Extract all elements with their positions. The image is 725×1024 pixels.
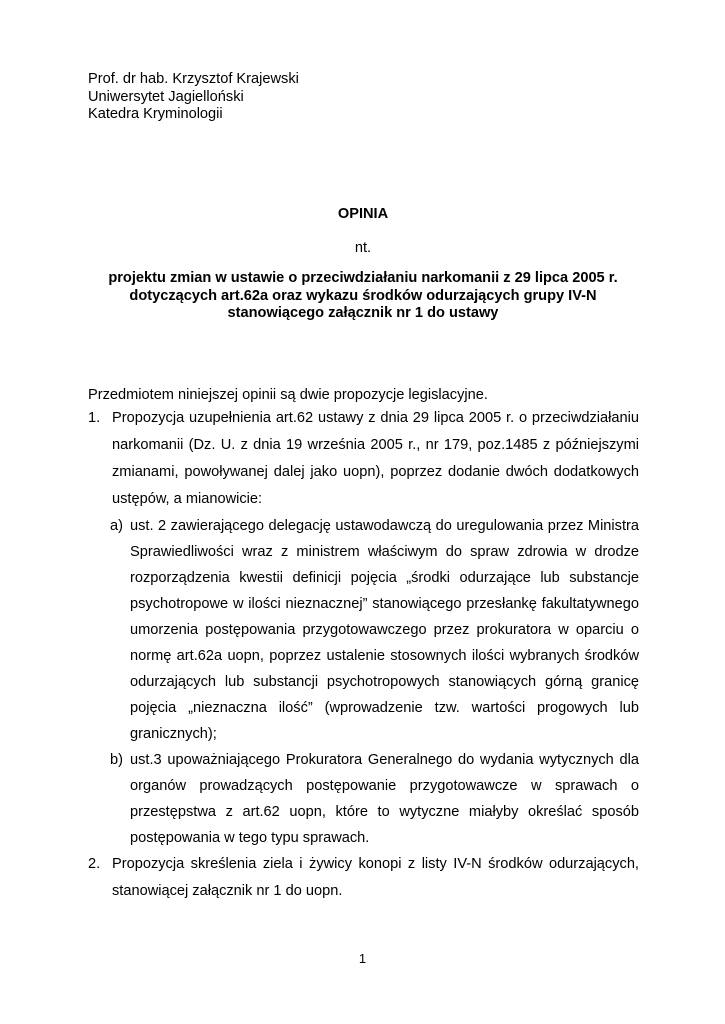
subitem-label-b: b) <box>110 752 123 768</box>
subject-line-3: stanowiącego załącznik nr 1 do ustawy <box>227 305 499 321</box>
subitem-text-b: ust.3 upoważniającego Prokuratora Generalnego do wydania wytycznych dla organów prowadzących postępowanie przygotowawcze w sprawach o przestępstwa z art.62 uopn, które to wytyczne miałyby określać sposób postępowania w tego typu sprawach. <box>130 752 639 846</box>
proposal-item-2 <box>88 851 639 905</box>
proposal-number-2: 2. <box>88 856 101 872</box>
proposal-list <box>88 405 639 905</box>
document-subject <box>88 270 638 323</box>
subitem-label-a: a) <box>110 518 123 534</box>
author-department: Katedra Kryminologii <box>88 106 223 122</box>
subitem-text-a: ust. 2 zawierającego delegację ustawodawczą do uregulowania przez Ministra Sprawiedliwości wraz z ministrem właściwym do spraw zdrowia w drodze rozporządzenia kwestii definicji pojęcia „środki odurzające lub substancje psychotropowe w ilości nieznacznej” stanowiącego przesłankę fakultatywnego umorzenia postępowania przygotowawczego przez prokuratora w oparciu o normę art.62a uopn, poprzez ustalenie stosownych ilości wybranych środków odurzających lub substancji psychotropowych stanowiących górną granicę pojęcia „nieznaczna ilość” (wprowadzenie tzw. wartości progowych lub granicznych); <box>130 518 639 742</box>
intro-paragraph: Przedmiotem niniejszej opinii są dwie propozycje legislacyjne. <box>88 387 488 403</box>
page-number: 1 <box>358 951 367 966</box>
proposal-text-2: Propozycja skreślenia ziela i żywicy konopi z listy IV-N środków odurzających, stanowiącej załącznik nr 1 do uopn. <box>112 856 639 899</box>
proposal-subitem-b <box>88 747 639 851</box>
author-name: Prof. dr hab. Krzysztof Krajewski <box>88 71 299 87</box>
proposal-number-1: 1. <box>88 410 101 426</box>
subject-line-1: projektu zmian w ustawie o przeciwdziałaniu narkomanii z 29 lipca 2005 r. <box>108 270 618 286</box>
proposal-item-1 <box>88 405 639 851</box>
document-heading: OPINIA <box>337 206 389 222</box>
author-block <box>88 71 299 124</box>
author-university: Uniwersytet Jagielloński <box>88 88 244 105</box>
proposal-text-1: Propozycja uzupełnienia art.62 ustawy z dnia 29 lipca 2005 r. o przeciwdziałaniu narkomanii (Dz. U. z dnia 19 września 2005 r., nr 179, poz.1485 z późniejszymi zmianami, powoływanej dalej jako uopn), poprzez dodanie dwóch dodatkowych ustępów, a mianowicie: <box>112 410 639 507</box>
heading-nt: nt. <box>354 240 372 256</box>
subject-line-2: dotyczących art.62a oraz wykazu środków odurzających grupy IV-N <box>129 287 597 304</box>
proposal-subitem-a <box>88 513 639 747</box>
